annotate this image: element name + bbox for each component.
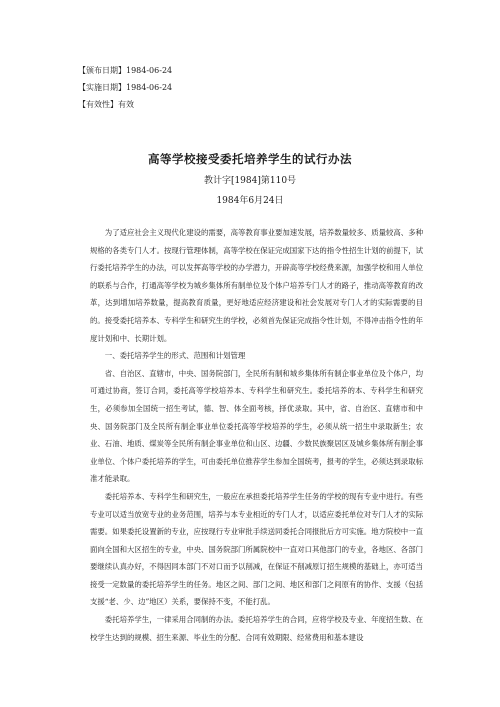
document-number: 教计字[1984]第110号 <box>203 176 297 186</box>
effective-date: 【实施日期】1984-06-24 <box>78 83 173 92</box>
document-body <box>90 224 423 646</box>
paragraph-2: 委托培养本、专科学生和研究生，一般应在承担委托培养学生任务的学校的现有专业中进行。有些专业可以适当放宽专业的业务范围，培养与本专业相近的专门人才，以适应委托单位对专门人才的实际需要。如果委托设置新的专业，应按现行专业审批手续送同委托合同报批后方可实施。地方院校中一直面向全国和大区招生的专业，中央、国务院部门所属院校中一直对口其他部门的专业，各地区、各部门要继续认真办好，不得因同本部门不对口而予以削减，在保证不削减原订招生规模的基础上，亦可适当接受一定数量的委托培养学生的任务。地区之间、部门之间、地区和部门之间原有的协作、支援（包括支援“老、少、边”地区）关系，要保持不变，不能打乱。 <box>90 491 423 607</box>
paragraph-intro: 为了适应社会主义现代化建设的需要，高等教育事业要加速发展，培养数量较多、质量较高、多种规格的各类专门人才。按现行管理体制，高等学校在保证完成国家下达的指令性招生计划的前提下，试行委托培养学生的办法，可以发挥高等学校的办学潜力，开辟高等学校经费来源，加强学校和用人单位的联系与合作，打通高等学校为城乡集体所有制单位及个体户培养专门人才的路子，推动高等教育的改革，达到增加培养数量，提高教育质量，更好地适应经济建设和社会发展对专门人才的实际需要的目的。接受委托培养本、专科学生和研究生的学校，必须首先保证完成指令性计划，不得冲击指令性的年度计划和中、长期计划。 <box>90 228 423 343</box>
document-meta <box>78 62 172 113</box>
validity: 【有效性】有效 <box>78 100 134 109</box>
paragraph-1: 省、自治区、直辖市，中央、国务院部门，全民所有制和城乡集体所有制企事业单位及个体户，均可通过协商，签订合同，委托高等学校培养本、专科学生和研究生。委托培养的本、专科学生和研究生，必须参加全国统一招生考试，德、智、体全面考核，择优录取。其中，省、自治区、直辖市和中央、国务院部门及全民所有制企事业单位委托高等学校培养的学生，必须从统一招生中录取新生；农业、石油、地质、煤炭等全民所有制企事业单位和山区、边疆、少数民族聚居区及城乡集体所有制企事业单位、个体户委托培养的学生，可由委托单位推荐学生参加全国统考，报考的学生，必须达到录取标准才能录取。 <box>90 368 423 484</box>
document-title: 高等学校接受委托培养学生的试行办法 <box>148 152 352 166</box>
section-heading-1: 一、委托培养学生的形式、范围和计划管理 <box>104 351 246 361</box>
document-date: 1984年6月24日 <box>216 196 284 206</box>
paragraph-3: 委托培养学生，一律采用合同制的办法。委托培养学生的合同，应将学校及专业、年度招生数、在校学生达到的规模、招生来源、毕业生的分配、合同有效期限、经常费用和基本建设 <box>90 615 423 642</box>
issue-date: 【颁布日期】1984-06-24 <box>78 66 173 75</box>
